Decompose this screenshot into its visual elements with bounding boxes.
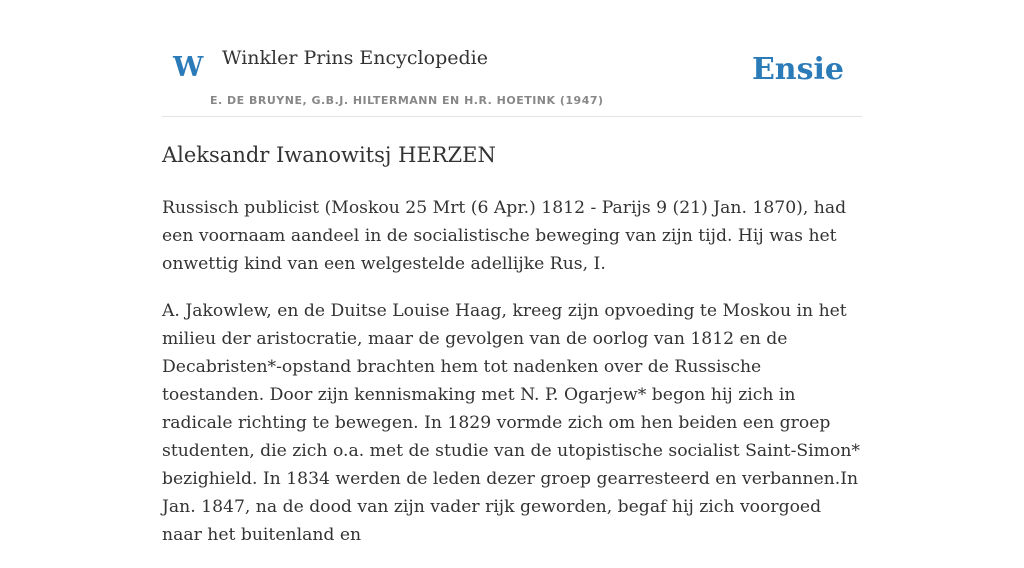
authors-byline: E. DE BRUYNE, G.B.J. HILTERMANN EN H.R. HOETINK (1947)	[210, 94, 604, 107]
site-header	[162, 0, 862, 117]
ensie-brand-logo[interactable]: Ensie	[751, 52, 844, 87]
logo-w-icon[interactable]: W	[173, 52, 204, 83]
article-paragraph: A. Jakowlew, en de Duitse Louise Haag, kreeg zijn opvoeding te Moskou in het milieu der aristocratie, maar de gevolgen van de oorlog van 1812 en de Decabristen*-opstand brachten hem tot nadenken over de Russische toestanden. Door zijn kennismaking met N. P. Ogarjew* begon hij zich in radicale richting te bewegen. In 1829 vormde zich om hen beiden een groep studenten, die zich o.a. met de studie van de utopistische socialist Saint-Simon* bezighield. In 1834 werden de leden dezer groep gearresteerd en verbannen.In Jan. 1847, na de dood van zijn vader rijk geworden, begaf hij zich voorgoed naar het buitenland en	[162, 301, 860, 545]
article-content	[162, 137, 862, 568]
article-paragraph: Russisch publicist (Moskou 25 Mrt (6 Apr.) 1812 - Parijs 9 (21) Jan. 1870), had een voornaam aandeel in de socialistische beweging van zijn tijd. Hij was het onwettig kind van een welgestelde adellijke Rus, I.	[162, 198, 847, 274]
article-title: Aleksandr Iwanowitsj HERZEN	[162, 143, 496, 167]
site-title[interactable]: Winkler Prins Encyclopedie	[222, 47, 488, 69]
